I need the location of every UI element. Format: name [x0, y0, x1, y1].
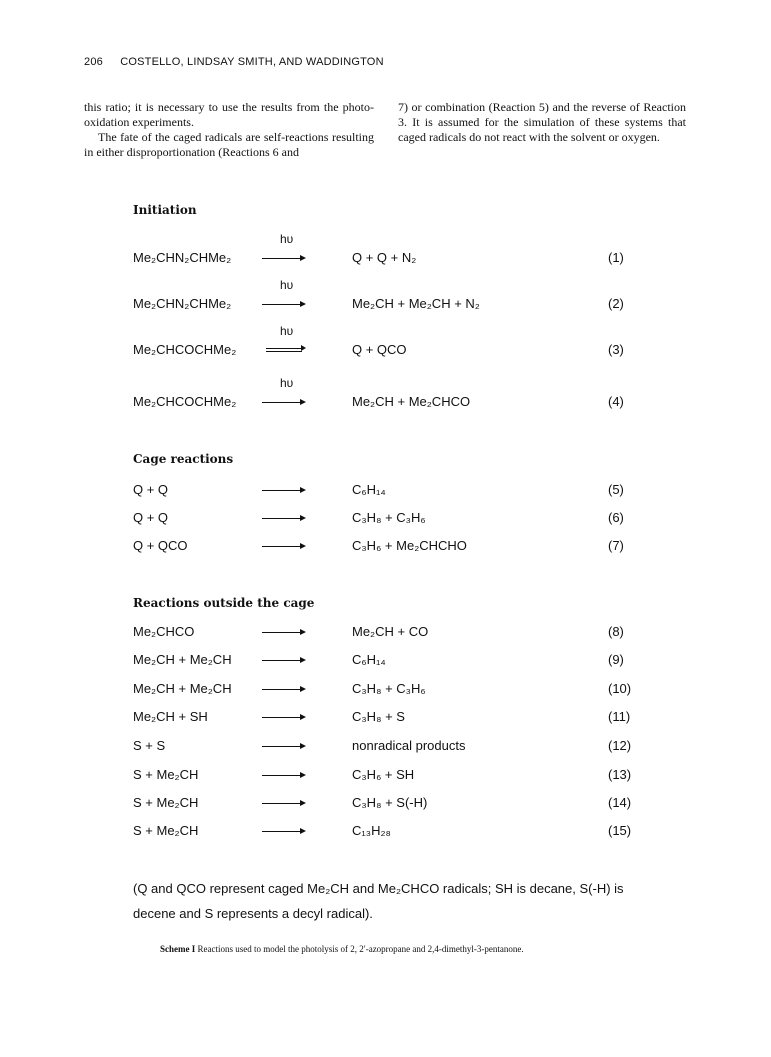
caption-text: Reactions used to model the photolysis of 2, 2′-azopropane and 2,4-dimethyl-3-pentanone.	[195, 944, 524, 954]
reaction-arrow-icon	[262, 652, 306, 668]
reaction-number: (8)	[608, 624, 624, 639]
reaction-arrow-icon	[262, 482, 306, 498]
reaction-arrow-icon	[262, 250, 306, 266]
reaction-arrow-icon	[262, 394, 306, 410]
reaction-row	[0, 823, 771, 845]
product: nonradical products	[352, 738, 466, 753]
reactant: Me₂CH + Me₂CH	[133, 681, 232, 696]
reactant: Me₂CHCOCHMe₂	[133, 342, 237, 357]
reaction-arrow-icon	[262, 767, 306, 783]
scheme-caption	[160, 944, 524, 954]
photon-label: hυ	[280, 232, 294, 246]
reaction-number: (5)	[608, 482, 624, 497]
reactant: S + S	[133, 738, 166, 753]
reactant: Me₂CHN₂CHMe₂	[133, 296, 232, 311]
reaction-arrow-icon	[262, 624, 306, 640]
equilibrium-arrow-icon	[262, 342, 306, 358]
product: Me₂CH + Me₂CH + N₂	[352, 296, 480, 311]
reaction-number: (10)	[608, 681, 632, 696]
reaction-row	[0, 232, 771, 272]
product: C₃H₈ + C₃H₆	[352, 510, 426, 525]
reactant: Q + QCO	[133, 538, 188, 553]
reactant: Q + Q	[133, 510, 169, 525]
product: C₃H₈ + S(-H)	[352, 795, 428, 810]
photon-label: hυ	[280, 278, 294, 292]
reaction-arrow-icon	[262, 795, 306, 811]
reaction-number: (2)	[608, 296, 624, 311]
reaction-row	[0, 767, 771, 789]
reaction-row	[0, 278, 771, 318]
reaction-arrow-icon	[262, 296, 306, 312]
product: C₆H₁₄	[352, 482, 386, 497]
reactant: Me₂CH + SH	[133, 709, 208, 724]
reaction-arrow-icon	[262, 738, 306, 754]
scheme-note-line-1: (Q and QCO represent caged Me₂CH and Me₂CHCO radicals; SH is decane, S(-H) is	[133, 881, 624, 896]
section-outside-cage: Reactions outside the cage	[133, 596, 315, 610]
photon-label: hυ	[280, 324, 294, 338]
reaction-number: (12)	[608, 738, 632, 753]
reactant: S + Me₂CH	[133, 823, 199, 838]
reaction-number: (14)	[608, 795, 632, 810]
reaction-row	[0, 738, 771, 760]
reaction-row	[0, 709, 771, 731]
product: C₃H₆ + SH	[352, 767, 415, 782]
reaction-number: (11)	[608, 709, 631, 724]
reaction-row	[0, 624, 771, 646]
reaction-row	[0, 376, 771, 416]
product: C₃H₈ + S	[352, 709, 405, 724]
product: Q + Q + N₂	[352, 250, 417, 265]
product: C₆H₁₄	[352, 652, 386, 667]
reaction-number: (3)	[608, 342, 624, 357]
section-initiation: Initiation	[133, 203, 197, 217]
section-cage-reactions: Cage reactions	[133, 452, 234, 466]
reactant: Me₂CHCO	[133, 624, 195, 639]
reaction-row	[0, 538, 771, 560]
reaction-number: (4)	[608, 394, 624, 409]
left-column	[84, 100, 374, 160]
product: Me₂CH + Me₂CHCO	[352, 394, 471, 409]
left-col-paragraph-2: The fate of the caged radicals are self-reactions resulting in either disproportionation (Reactions 6 and	[84, 130, 374, 159]
right-col-paragraph: 7) or combination (Reaction 5) and the reverse of Reaction 3. It is assumed for the simulation of these systems that caged radicals do not react with the solvent or oxygen.	[398, 100, 686, 144]
reaction-row	[0, 652, 771, 674]
reaction-row	[0, 795, 771, 817]
right-column	[398, 100, 686, 145]
reaction-row	[0, 482, 771, 504]
reactant: Q + Q	[133, 482, 169, 497]
reaction-row	[0, 681, 771, 703]
reactant: S + Me₂CH	[133, 767, 199, 782]
reaction-arrow-icon	[262, 823, 306, 839]
reaction-number: (15)	[608, 823, 632, 838]
reactant: Me₂CH + Me₂CH	[133, 652, 232, 667]
product: C₃H₆ + Me₂CHCHO	[352, 538, 467, 553]
scheme-note-line-2: decene and S represents a decyl radical).	[133, 906, 373, 921]
product: C₁₃H₂₈	[352, 823, 391, 838]
product: Q + QCO	[352, 342, 407, 357]
reaction-arrow-icon	[262, 538, 306, 554]
running-header	[84, 56, 384, 68]
reaction-row	[0, 324, 771, 364]
reaction-row	[0, 510, 771, 532]
product: Me₂CH + CO	[352, 624, 429, 639]
reaction-number: (7)	[608, 538, 624, 553]
reaction-number: (13)	[608, 767, 632, 782]
scheme-note	[133, 876, 673, 926]
reactant: Me₂CHCOCHMe₂	[133, 394, 237, 409]
reaction-number: (6)	[608, 510, 624, 525]
reaction-arrow-icon	[262, 510, 306, 526]
reaction-arrow-icon	[262, 709, 306, 725]
page-number: 206	[84, 56, 103, 68]
caption-label: Scheme I	[160, 944, 196, 954]
reaction-number: (9)	[608, 652, 624, 667]
left-col-paragraph-1: this ratio; it is necessary to use the results from the photo-oxidation experiments.	[84, 100, 374, 129]
running-authors: COSTELLO, LINDSAY SMITH, AND WADDINGTON	[120, 56, 384, 68]
reactant: Me₂CHN₂CHMe₂	[133, 250, 232, 265]
reactant: S + Me₂CH	[133, 795, 199, 810]
product: C₃H₈ + C₃H₆	[352, 681, 426, 696]
reaction-number: (1)	[608, 250, 624, 265]
photon-label: hυ	[280, 376, 294, 390]
reaction-arrow-icon	[262, 681, 306, 697]
